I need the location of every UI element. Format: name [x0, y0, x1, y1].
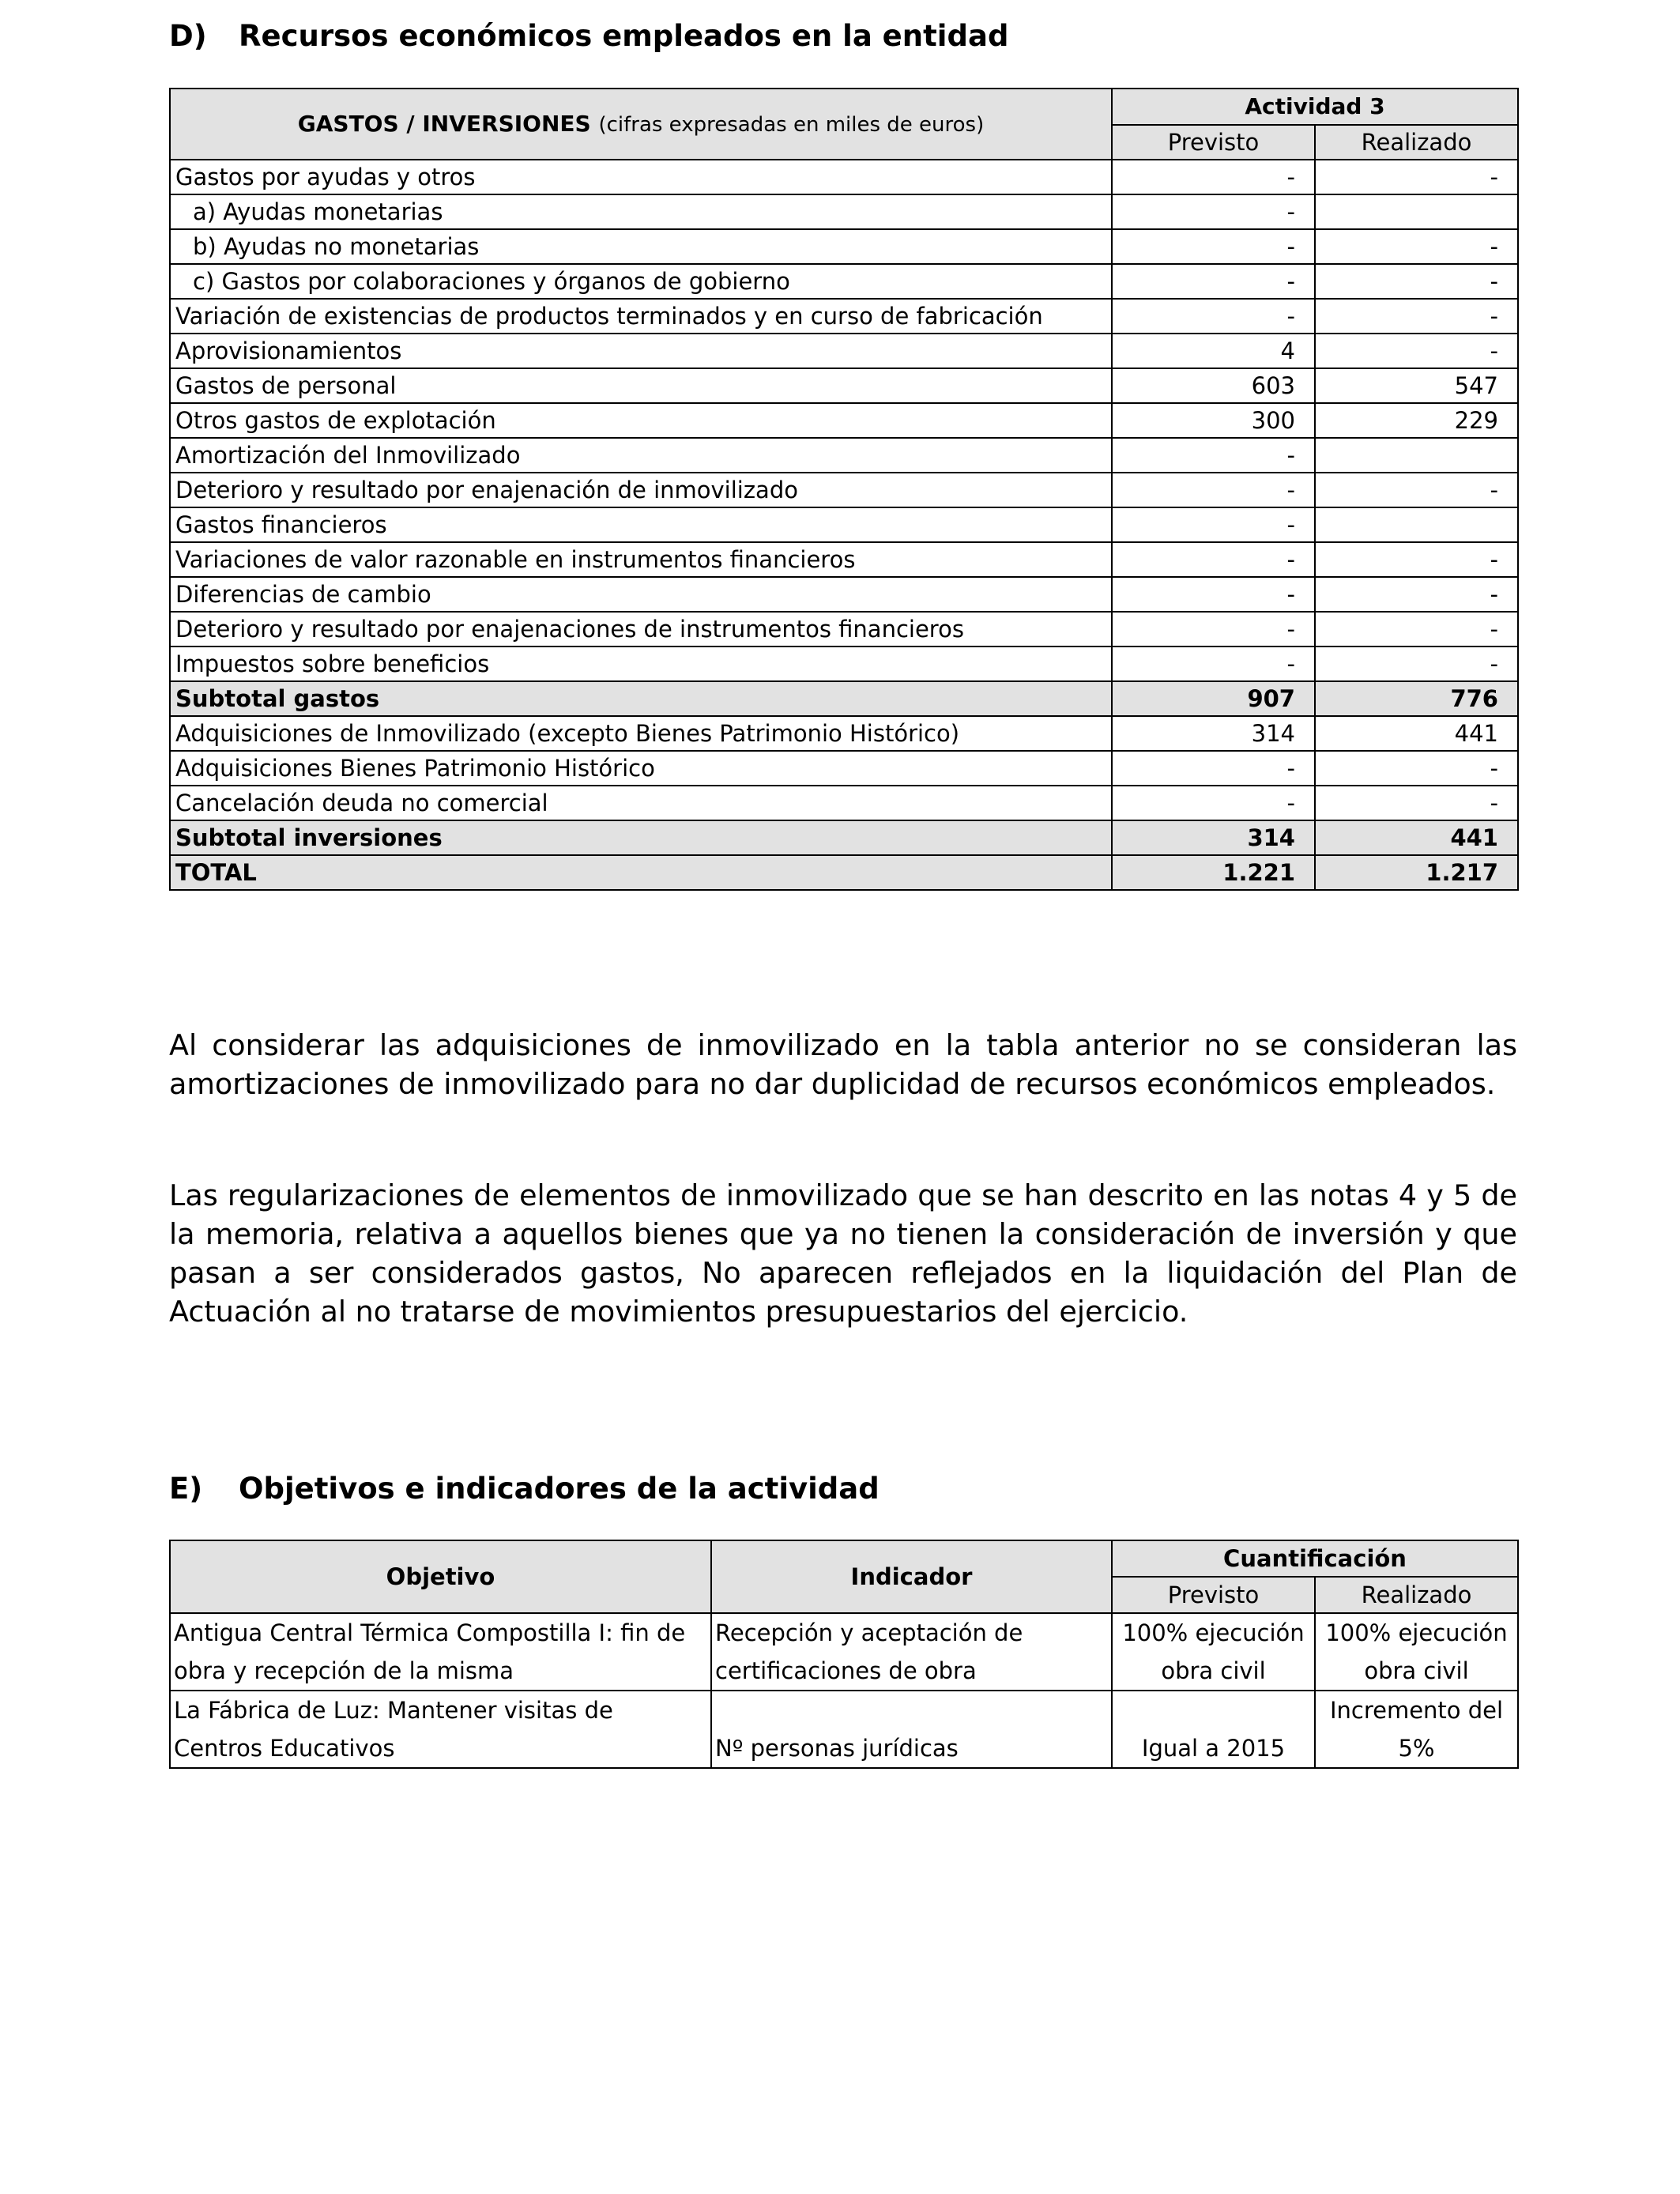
row-realizado: [1315, 507, 1518, 542]
row-label: Diferencias de cambio: [170, 577, 1112, 612]
row-label: b) Ayudas no monetarias: [170, 229, 1112, 264]
row-label: a) Ayudas monetarias: [170, 194, 1112, 229]
row-previsto: 4: [1112, 334, 1315, 368]
row-previsto: -: [1112, 438, 1315, 473]
row-realizado: -: [1315, 542, 1518, 577]
row-previsto: -: [1112, 507, 1315, 542]
row-previsto: -: [1112, 786, 1315, 820]
table-row: [170, 229, 1518, 264]
realizado-cell: [1315, 1691, 1518, 1768]
row-label: Deterioro y resultado por enajenaciones de instrumentos financieros: [170, 612, 1112, 647]
indicador-line-2: Nº personas jurídicas: [715, 1735, 959, 1762]
row-previsto: 603: [1112, 368, 1315, 403]
row-realizado: -: [1315, 264, 1518, 299]
row-previsto: -: [1112, 647, 1315, 681]
row-previsto: 907: [1112, 681, 1315, 716]
row-label: Aprovisionamientos: [170, 334, 1112, 368]
table-row: [170, 299, 1518, 334]
section-e-heading: [169, 1472, 880, 1506]
row-label: Deterioro y resultado por enajenación de inmovilizado: [170, 473, 1112, 507]
row-realizado: -: [1315, 229, 1518, 264]
table-row: [170, 438, 1518, 473]
table-row: [170, 612, 1518, 647]
col-previsto-header: Previsto: [1112, 1577, 1315, 1613]
table-row: [170, 786, 1518, 820]
row-label: Gastos por ayudas y otros: [170, 160, 1112, 194]
row-realizado: 776: [1315, 681, 1518, 716]
previsto-line-1: [1116, 1691, 1311, 1729]
row-previsto: -: [1112, 577, 1315, 612]
objectives-table: [169, 1540, 1519, 1769]
table-row: [170, 368, 1518, 403]
table-row: [170, 264, 1518, 299]
row-label: Amortización del Inmovilizado: [170, 438, 1112, 473]
row-realizado: -: [1315, 577, 1518, 612]
expenses-header-note: (cifras expresadas en miles de euros): [598, 112, 985, 137]
row-previsto: 314: [1112, 820, 1315, 855]
subtotal-inversiones-row: [170, 820, 1518, 855]
col-indicador-header: Indicador: [711, 1540, 1112, 1613]
row-label: Subtotal gastos: [170, 681, 1112, 716]
indicador-line-1: [715, 1691, 1108, 1729]
table-row: [170, 751, 1518, 786]
row-label: Subtotal inversiones: [170, 820, 1112, 855]
section-d-letter: D): [169, 19, 207, 53]
row-realizado: 229: [1315, 403, 1518, 438]
expenses-table: [169, 88, 1519, 891]
row-label: Adquisiciones de Inmovilizado (excepto Bienes Patrimonio Histórico): [170, 716, 1112, 751]
indicador-cell: [711, 1613, 1112, 1691]
row-label: Gastos financieros: [170, 507, 1112, 542]
table-row: [170, 1691, 1518, 1768]
row-previsto: -: [1112, 542, 1315, 577]
previsto-cell: [1112, 1613, 1315, 1691]
row-label: Impuestos sobre beneficios: [170, 647, 1112, 681]
row-realizado: -: [1315, 473, 1518, 507]
table-row: [170, 194, 1518, 229]
paragraph-1: Al considerar las adquisiciones de inmovilizado en la tabla anterior no se consideran las amortizaciones de inmovilizado para no dar duplicidad de recursos económicos empleados.: [169, 1028, 1517, 1101]
table-row: [170, 403, 1518, 438]
section-d-title: Recursos económicos empleados en la entidad: [239, 19, 1009, 53]
subtotal-gastos-row: [170, 681, 1518, 716]
col-realizado-header: Realizado: [1315, 125, 1518, 160]
col-cuantificacion-header: Cuantificación: [1112, 1540, 1518, 1577]
row-previsto: -: [1112, 264, 1315, 299]
paragraph-2: Las regularizaciones de elementos de inmovilizado que se han descrito en las notas 4 y 5 de la memoria, relativa a aquellos bienes que ya no tienen la consideración de inversión y que pasan a ser considerados gastos, No aparecen reflejados en la liquidación del Plan de Actuación al no tratarse de movimientos presupuestarios del ejercicio.: [169, 1178, 1517, 1329]
row-previsto: 314: [1112, 716, 1315, 751]
previsto-line-1: 100% ejecución: [1122, 1619, 1305, 1646]
row-previsto: -: [1112, 751, 1315, 786]
row-label: TOTAL: [170, 855, 1112, 890]
section-e-title: Objetivos e indicadores de la actividad: [239, 1472, 880, 1506]
expenses-header-main: GASTOS / INVERSIONES: [297, 110, 591, 137]
row-previsto: -: [1112, 299, 1315, 334]
table-row: [170, 577, 1518, 612]
row-label: Variaciones de valor razonable en instrumentos financieros: [170, 542, 1112, 577]
row-realizado: -: [1315, 612, 1518, 647]
objetivo-line-1: Antigua Central Térmica Compostilla I: fin de: [174, 1619, 686, 1646]
row-realizado: -: [1315, 647, 1518, 681]
row-realizado: -: [1315, 160, 1518, 194]
row-realizado: 547: [1315, 368, 1518, 403]
row-realizado: -: [1315, 334, 1518, 368]
table-row: [170, 473, 1518, 507]
row-label: Variación de existencias de productos terminados y en curso de fabricación: [170, 299, 1112, 334]
objetivo-line-2: obra y recepción de la misma: [174, 1657, 514, 1684]
indicador-cell: [711, 1691, 1112, 1768]
table-row: [170, 647, 1518, 681]
row-previsto: 300: [1112, 403, 1315, 438]
section-e-letter: E): [169, 1472, 203, 1506]
row-realizado: -: [1315, 299, 1518, 334]
section-d-heading: [169, 19, 1008, 53]
row-realizado: 441: [1315, 716, 1518, 751]
row-realizado: -: [1315, 786, 1518, 820]
expenses-header-cell: [170, 89, 1112, 160]
realizado-line-2: 5%: [1398, 1735, 1435, 1762]
realizado-cell: [1315, 1613, 1518, 1691]
row-realizado: -: [1315, 751, 1518, 786]
col-previsto-header: Previsto: [1112, 125, 1315, 160]
table-row: [170, 507, 1518, 542]
table-row: [170, 160, 1518, 194]
row-realizado: 441: [1315, 820, 1518, 855]
table-row: [170, 542, 1518, 577]
row-previsto: 1.221: [1112, 855, 1315, 890]
objetivo-cell: [170, 1691, 711, 1768]
table-row: [170, 334, 1518, 368]
realizado-line-2: obra civil: [1364, 1657, 1469, 1684]
objetivo-cell: [170, 1613, 711, 1691]
row-previsto: -: [1112, 612, 1315, 647]
row-label: Otros gastos de explotación: [170, 403, 1112, 438]
row-previsto: -: [1112, 229, 1315, 264]
row-previsto: -: [1112, 194, 1315, 229]
activity-header: Actividad 3: [1112, 89, 1518, 125]
col-objetivo-header: Objetivo: [170, 1540, 711, 1613]
row-previsto: -: [1112, 473, 1315, 507]
row-label: Adquisiciones Bienes Patrimonio Histórico: [170, 751, 1112, 786]
total-row: [170, 855, 1518, 890]
row-label: Cancelación deuda no comercial: [170, 786, 1112, 820]
previsto-line-2: obra civil: [1161, 1657, 1266, 1684]
objetivo-line-2: Centros Educativos: [174, 1735, 395, 1762]
previsto-line-2: Igual a 2015: [1141, 1735, 1286, 1762]
realizado-line-1: Incremento del: [1329, 1697, 1504, 1724]
realizado-line-1: 100% ejecución: [1325, 1619, 1508, 1646]
row-previsto: -: [1112, 160, 1315, 194]
col-realizado-header: Realizado: [1315, 1577, 1518, 1613]
row-realizado: [1315, 194, 1518, 229]
previsto-cell: [1112, 1691, 1315, 1768]
table-row: [170, 716, 1518, 751]
row-realizado: 1.217: [1315, 855, 1518, 890]
objetivo-line-1: La Fábrica de Luz: Mantener visitas de: [174, 1697, 613, 1724]
indicador-line-1: Recepción y aceptación de: [715, 1619, 1023, 1646]
row-realizado: [1315, 438, 1518, 473]
table-row: [170, 1613, 1518, 1691]
row-label: Gastos de personal: [170, 368, 1112, 403]
indicador-line-2: certificaciones de obra: [715, 1657, 977, 1684]
row-label: c) Gastos por colaboraciones y órganos de gobierno: [170, 264, 1112, 299]
